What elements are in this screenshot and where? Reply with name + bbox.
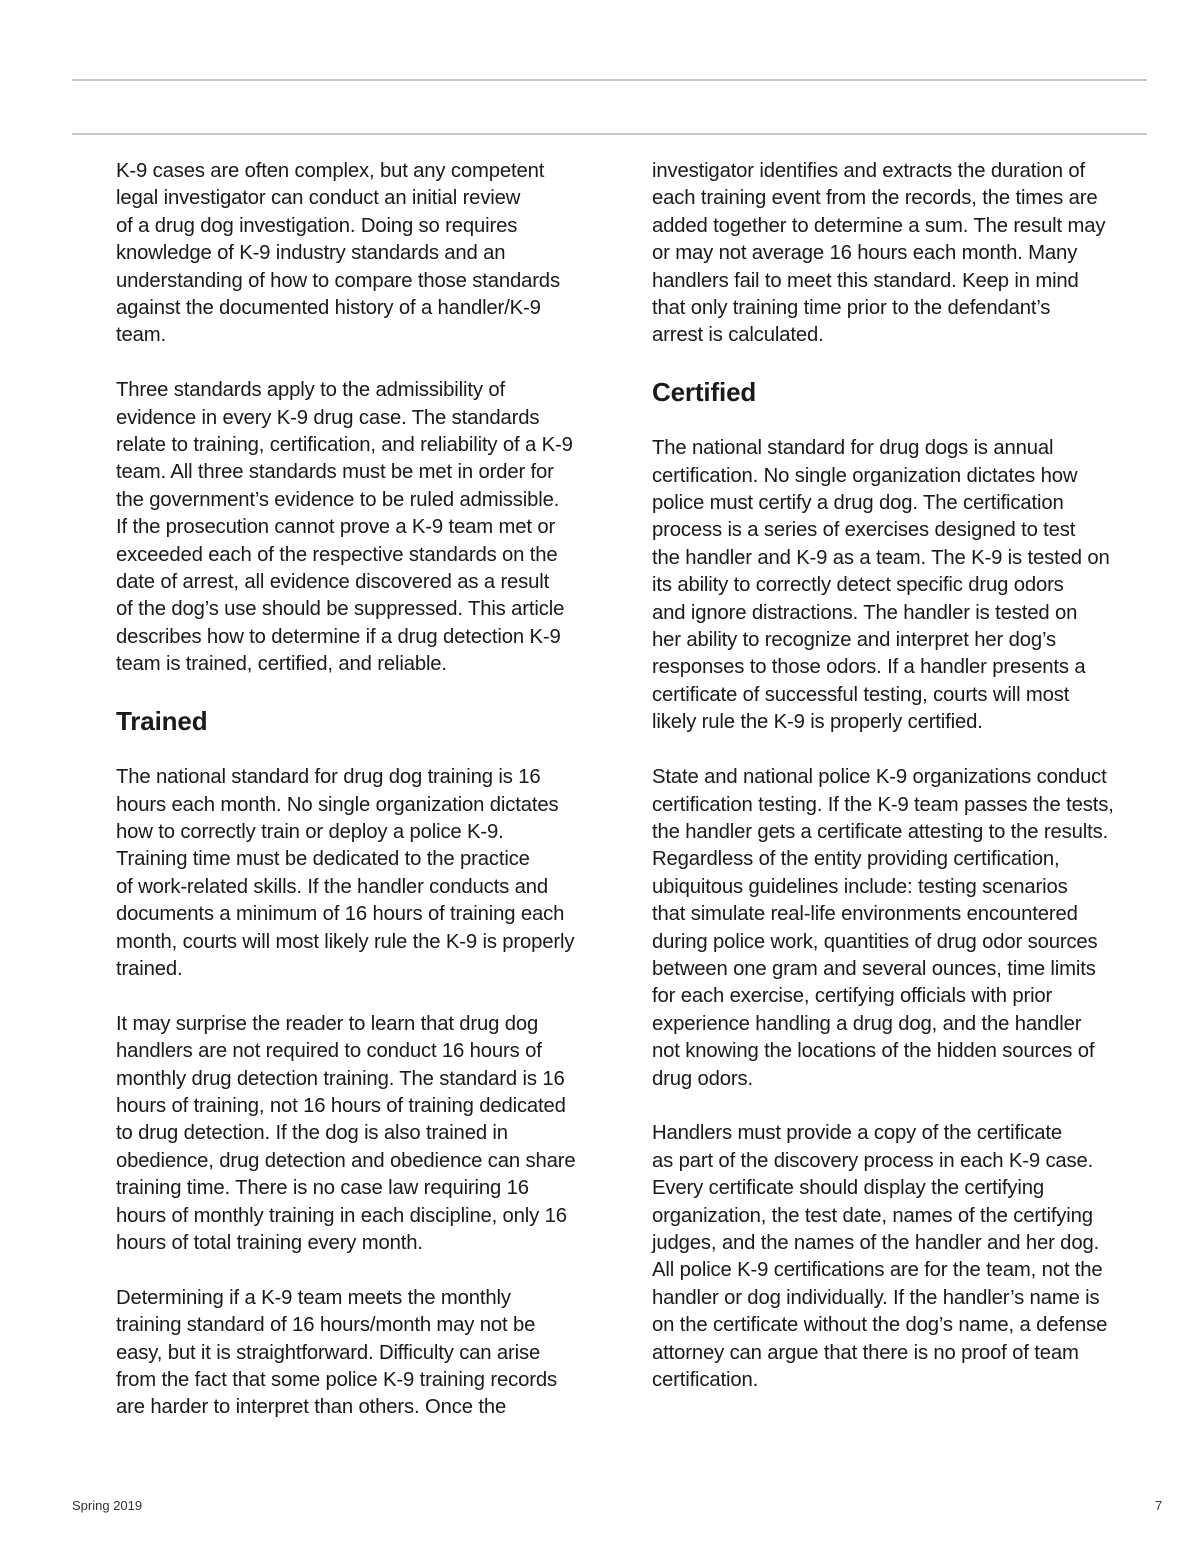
text-line: how to correctly train or deploy a police K-9. [116, 820, 504, 843]
text-line: not knowing the locations of the hidden sources of [652, 1040, 1095, 1063]
text-line: responses to those odors. If a handler presents a [652, 656, 1086, 679]
text-line: hours of training, not 16 hours of training dedicated [116, 1094, 566, 1117]
text-line: attorney can argue that there is no proof of team [652, 1341, 1079, 1364]
left-column [116, 158, 596, 1449]
text-line: hours of monthly training in each discipline, only 16 [116, 1204, 567, 1227]
header-rule-top [72, 79, 1147, 81]
text-line: relate to training, certification, and reliability of a K-9 [116, 434, 573, 457]
text-line: Regardless of the entity providing certification, [652, 848, 1060, 871]
paragraph [116, 377, 596, 678]
text-line: of work-related skills. If the handler conducts and [116, 875, 549, 898]
paragraph [116, 1011, 596, 1258]
text-line: that simulate real-life environments encountered [652, 903, 1078, 926]
text-line: team. [116, 324, 166, 347]
header-rule-bottom [72, 133, 1147, 135]
text-line: trained. [116, 957, 183, 980]
text-line: the handler and K-9 as a team. The K-9 is tested on [652, 546, 1110, 569]
text-line: from the fact that some police K-9 training records [116, 1369, 557, 1391]
text-line: Every certificate should display the certifying [652, 1177, 1044, 1200]
text-line: certificate of successful testing, courts will most [652, 683, 1070, 706]
text-line: during police work, quantities of drug odor sources [652, 930, 1098, 953]
text-line: handlers are not required to conduct 16 hours of [116, 1040, 542, 1063]
text-line: drug odors. [652, 1067, 753, 1090]
text-line: process is a series of exercises designed to test [652, 519, 1076, 542]
text-line: on the certificate without the dog’s name, a defense [652, 1314, 1108, 1337]
text-line: The national standard for drug dog training is 16 [116, 766, 541, 789]
text-line: hours each month. No single organization dictates [116, 793, 559, 816]
text-line: Handlers must provide a copy of the certificate [652, 1122, 1063, 1145]
text-line: The national standard for drug dogs is annual [652, 437, 1054, 460]
text-line: ubiquitous guidelines include: testing scenarios [652, 875, 1068, 898]
text-line: certification. [652, 1369, 759, 1392]
text-line: handler or dog individually. If the handler’s name is [652, 1286, 1100, 1309]
paragraph [652, 158, 1132, 350]
text-line: likely rule the K-9 is properly certified. [652, 711, 983, 734]
text-line: understanding of how to compare those standards [116, 269, 560, 292]
text-line: handlers fail to meet this standard. Keep in mind [652, 269, 1079, 292]
text-line: It may surprise the reader to learn that drug dog [116, 1012, 539, 1035]
text-line: K-9 cases are often complex, but any competent [116, 160, 545, 182]
text-line: Three standards apply to the admissibility of [116, 379, 505, 402]
text-line: of a drug dog investigation. Doing so requires [116, 214, 518, 237]
text-line: to drug detection. If the dog is also trained in [116, 1122, 508, 1145]
text-line: Determining if a K-9 team meets the monthly [116, 1286, 511, 1309]
text-line: each training event from the records, the times are [652, 187, 1098, 210]
footer-issue: Spring 2019 [72, 1498, 143, 1513]
text-line: certification testing. If the K-9 team passes the tests, [652, 793, 1114, 816]
text-line: experience handling a drug dog, and the handler [652, 1012, 1082, 1035]
text-line: Training time must be dedicated to the practice [116, 848, 530, 871]
text-line: training standard of 16 hours/month may not be [116, 1314, 536, 1337]
text-line: police must certify a drug dog. The certification [652, 492, 1064, 515]
text-line: the government’s evidence to be ruled admissible. [116, 488, 560, 511]
text-line: State and national police K-9 organizations conduct [652, 766, 1107, 789]
text-line: investigator identifies and extracts the duration of [652, 160, 1086, 182]
text-line: that only training time prior to the defendant’s [652, 297, 1051, 320]
text-line: monthly drug detection training. The standard is 16 [116, 1067, 565, 1090]
paragraph [652, 435, 1132, 736]
paragraph [652, 764, 1132, 1093]
text-line: arrest is calculated. [652, 324, 824, 347]
text-line: team. All three standards must be met in order for [116, 461, 554, 484]
text-line: are harder to interpret than others. Once the [116, 1396, 507, 1419]
text-line: her ability to recognize and interpret her dog’s [652, 629, 1056, 652]
section-heading-certified: Certified [652, 377, 757, 408]
text-line: easy, but it is straightforward. Difficulty can arise [116, 1341, 541, 1364]
text-line: the handler gets a certificate attesting to the results. [652, 820, 1109, 843]
text-line: against the documented history of a handler/K-9 [116, 297, 541, 320]
text-line: judges, and the names of the handler and her dog. [652, 1231, 1100, 1254]
text-line: training time. There is no case law requiring 16 [116, 1177, 529, 1200]
paragraph [116, 764, 596, 983]
text-line: describes how to determine if a drug detection K-9 [116, 625, 561, 648]
text-line: between one gram and several ounces, time limits [652, 957, 1096, 980]
text-line: obedience, drug detection and obedience can share [116, 1149, 576, 1172]
text-line: If the prosecution cannot prove a K-9 team met or [116, 516, 556, 539]
text-line: evidence in every K-9 drug case. The standards [116, 406, 540, 429]
paragraph [652, 1120, 1132, 1394]
text-line: knowledge of K-9 industry standards and an [116, 242, 506, 265]
text-line: organization, the test date, names of the certifying [652, 1204, 1093, 1227]
text-line: certification. No single organization dictates how [652, 464, 1078, 487]
text-line: team is trained, certified, and reliable. [116, 653, 447, 676]
text-line: added together to determine a sum. The result may [652, 214, 1106, 237]
text-line: its ability to correctly detect specific drug odors [652, 574, 1064, 597]
text-line: All police K-9 certifications are for the team, not the [652, 1259, 1103, 1282]
text-line: hours of total training every month. [116, 1231, 423, 1254]
text-line: for each exercise, certifying officials with prior [652, 985, 1053, 1008]
text-line: exceeded each of the respective standards on the [116, 543, 558, 566]
footer-page-number: 7 [1155, 1498, 1163, 1513]
text-line: legal investigator can conduct an initial review [116, 187, 521, 210]
text-line: or may not average 16 hours each month. Many [652, 242, 1078, 265]
paragraph [116, 158, 596, 350]
right-column [652, 158, 1132, 1422]
text-line: documents a minimum of 16 hours of training each [116, 903, 565, 926]
text-line: and ignore distractions. The handler is tested on [652, 601, 1078, 624]
paragraph [116, 1285, 596, 1422]
text-line: as part of the discovery process in each K-9 case. [652, 1149, 1094, 1172]
text-line: month, courts will most likely rule the K-9 is properly [116, 930, 575, 953]
text-line: date of arrest, all evidence discovered as a result [116, 571, 550, 594]
text-line: of the dog’s use should be suppressed. This article [116, 598, 565, 621]
section-heading-trained: Trained [116, 706, 208, 737]
